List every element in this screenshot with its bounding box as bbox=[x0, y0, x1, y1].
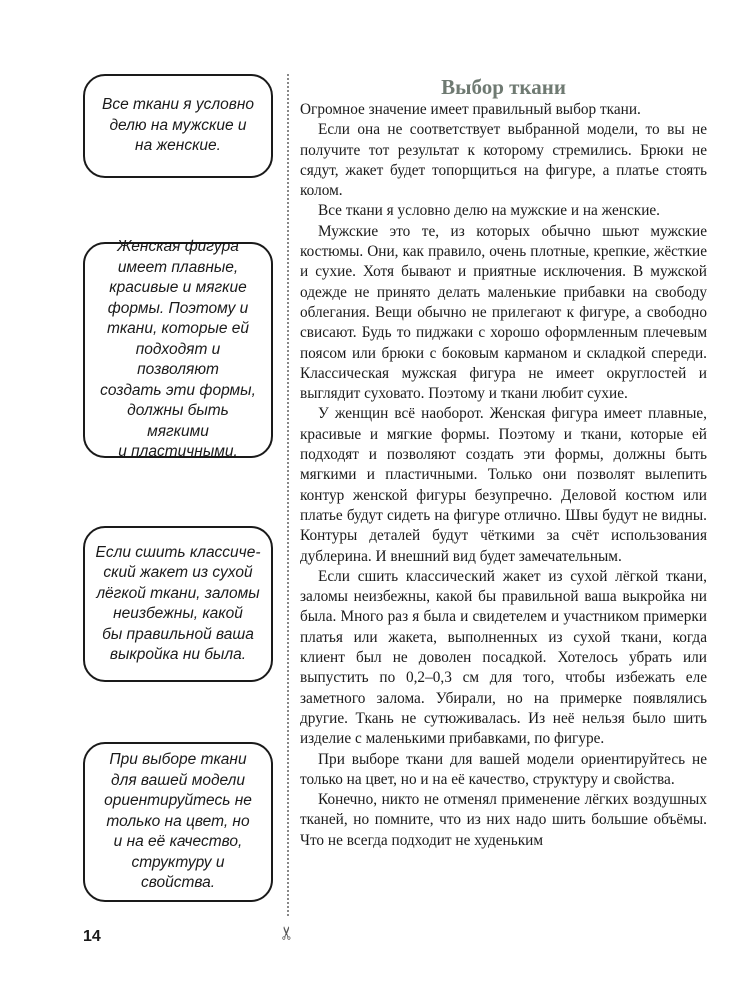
paragraph: У женщин всё наоборот. Женская фигура имеет плавные, красивые и мягкие формы. Поэтому и ткани, которые ей подходят и позволяют создать эти формы, должны быть мягкими и пластичными. Только они позволят вылепить контур женской фигуры безупречно. Деловой костюм или платье будут сидеть на фигуре отлично. Швы будут не видны. Контуры деталей будут чёткими за счёт использования дублерина. И внешний вид будет замечательным. bbox=[300, 405, 707, 565]
callout-line: бы правильной ваша bbox=[102, 625, 254, 643]
callout-box-2 bbox=[83, 238, 273, 461]
callout-line: Если сшить классиче- bbox=[95, 543, 261, 561]
callout-line: для вашей модели bbox=[111, 771, 245, 789]
paragraph: Конечно, никто не отменял применение лёгких воздушных тканей, но помните, что из них надо шить большие объёмы. Что не всегда подходит не худеньким bbox=[300, 791, 707, 849]
paragraph: Мужские это те, из которых обычно шьют мужские костюмы. Они, как правило, очень плотные, крепкие, жёсткие и сухие. Хотя бывают и приятные исключения. В мужской одежде не принято делать маленькие прибавки на свободу облегания. Вещи обычно не прилегают к фигуре, а свободно свисают. Будь то пиджаки с хорошо оформленным плечевым поясом или брюки с боковым карманом и складкой спереди. Классическая мужская фигура не имеет округлостей и выглядит суховато. Поэтому и ткани любит сухие. bbox=[300, 222, 707, 403]
callout-box-3 bbox=[83, 526, 273, 682]
scissors-icon: ✂ bbox=[277, 925, 298, 941]
article bbox=[300, 74, 707, 851]
callout-line: только на цвет, но bbox=[106, 812, 250, 830]
callout-box-4 bbox=[83, 742, 273, 902]
callout-line: подходят и позволяют bbox=[135, 340, 221, 379]
callout-line: структуру и свойства. bbox=[131, 853, 225, 892]
callout-line: При выборе ткани bbox=[109, 751, 247, 769]
cut-line-divider bbox=[287, 74, 289, 916]
callout-box-1 bbox=[83, 74, 273, 178]
callout-line: и пластичными. bbox=[118, 443, 238, 461]
paragraph: При выборе ткани для вашей модели ориентируйтесь не только на цвет, но и на её качество, структуру и свойства. bbox=[300, 750, 707, 788]
callout-line: создать эти формы, bbox=[100, 381, 256, 399]
callout-line: делю на мужские и bbox=[109, 116, 247, 134]
callout-line: и на её качество, bbox=[113, 833, 243, 851]
callout-line: должны быть мягкими bbox=[127, 402, 229, 440]
page-number: 14 bbox=[83, 928, 101, 945]
callout-line: на женские. bbox=[135, 137, 221, 155]
article-title: Выбор ткани bbox=[441, 75, 566, 99]
callout-line: ский жакет из сухой bbox=[103, 564, 253, 581]
callout-line: ткани, которые ей bbox=[106, 320, 250, 338]
paragraph: Огромное значение имеет правильный выбор ткани. bbox=[300, 101, 641, 118]
sidebar bbox=[0, 0, 290, 1000]
callout-line: выкройка ни была. bbox=[109, 646, 247, 663]
callout-line: красивые и мягкие bbox=[109, 279, 247, 297]
callout-line: формы. Поэтому и bbox=[107, 299, 249, 317]
callout-line: лёгкой ткани, заломы bbox=[96, 584, 260, 602]
article-body bbox=[300, 100, 707, 851]
callout-line: имеет плавные, bbox=[117, 258, 239, 276]
callout-line: неизбежны, какой bbox=[113, 605, 243, 622]
callout-line: Все ткани я условно bbox=[101, 96, 254, 114]
callout-line: Женская фигура bbox=[117, 238, 239, 256]
paragraph: Если она не соответствует выбранной модели, то вы не получите тот результат к которому стремились. Брюки не сядут, жакет будет топорщиться на фигуре, а платье стоять колом. bbox=[300, 121, 707, 200]
paragraph: Если сшить классический жакет из сухой лёгкой ткани, заломы неизбежны, какой бы правильной ваша выкройка ни была. Много раз я была и свидетелем и участником примерки платья или жакета, выполненных из сухой ткани, когда клиент был не доволен посадкой. Хотелось убрать или выпустить по 0,2–0,3 см для того, чтобы избежать еле заметного залома. Убирали, но на примерке появлялись другие. Ткань не сутюживалась. Из неё нельзя было шить изделие с маленькими прибавками, по фигуре. bbox=[300, 567, 707, 748]
paragraph: Все ткани я условно делю на мужские и на женские. bbox=[318, 202, 660, 220]
callout-line: ориентируйтесь не bbox=[104, 792, 252, 810]
